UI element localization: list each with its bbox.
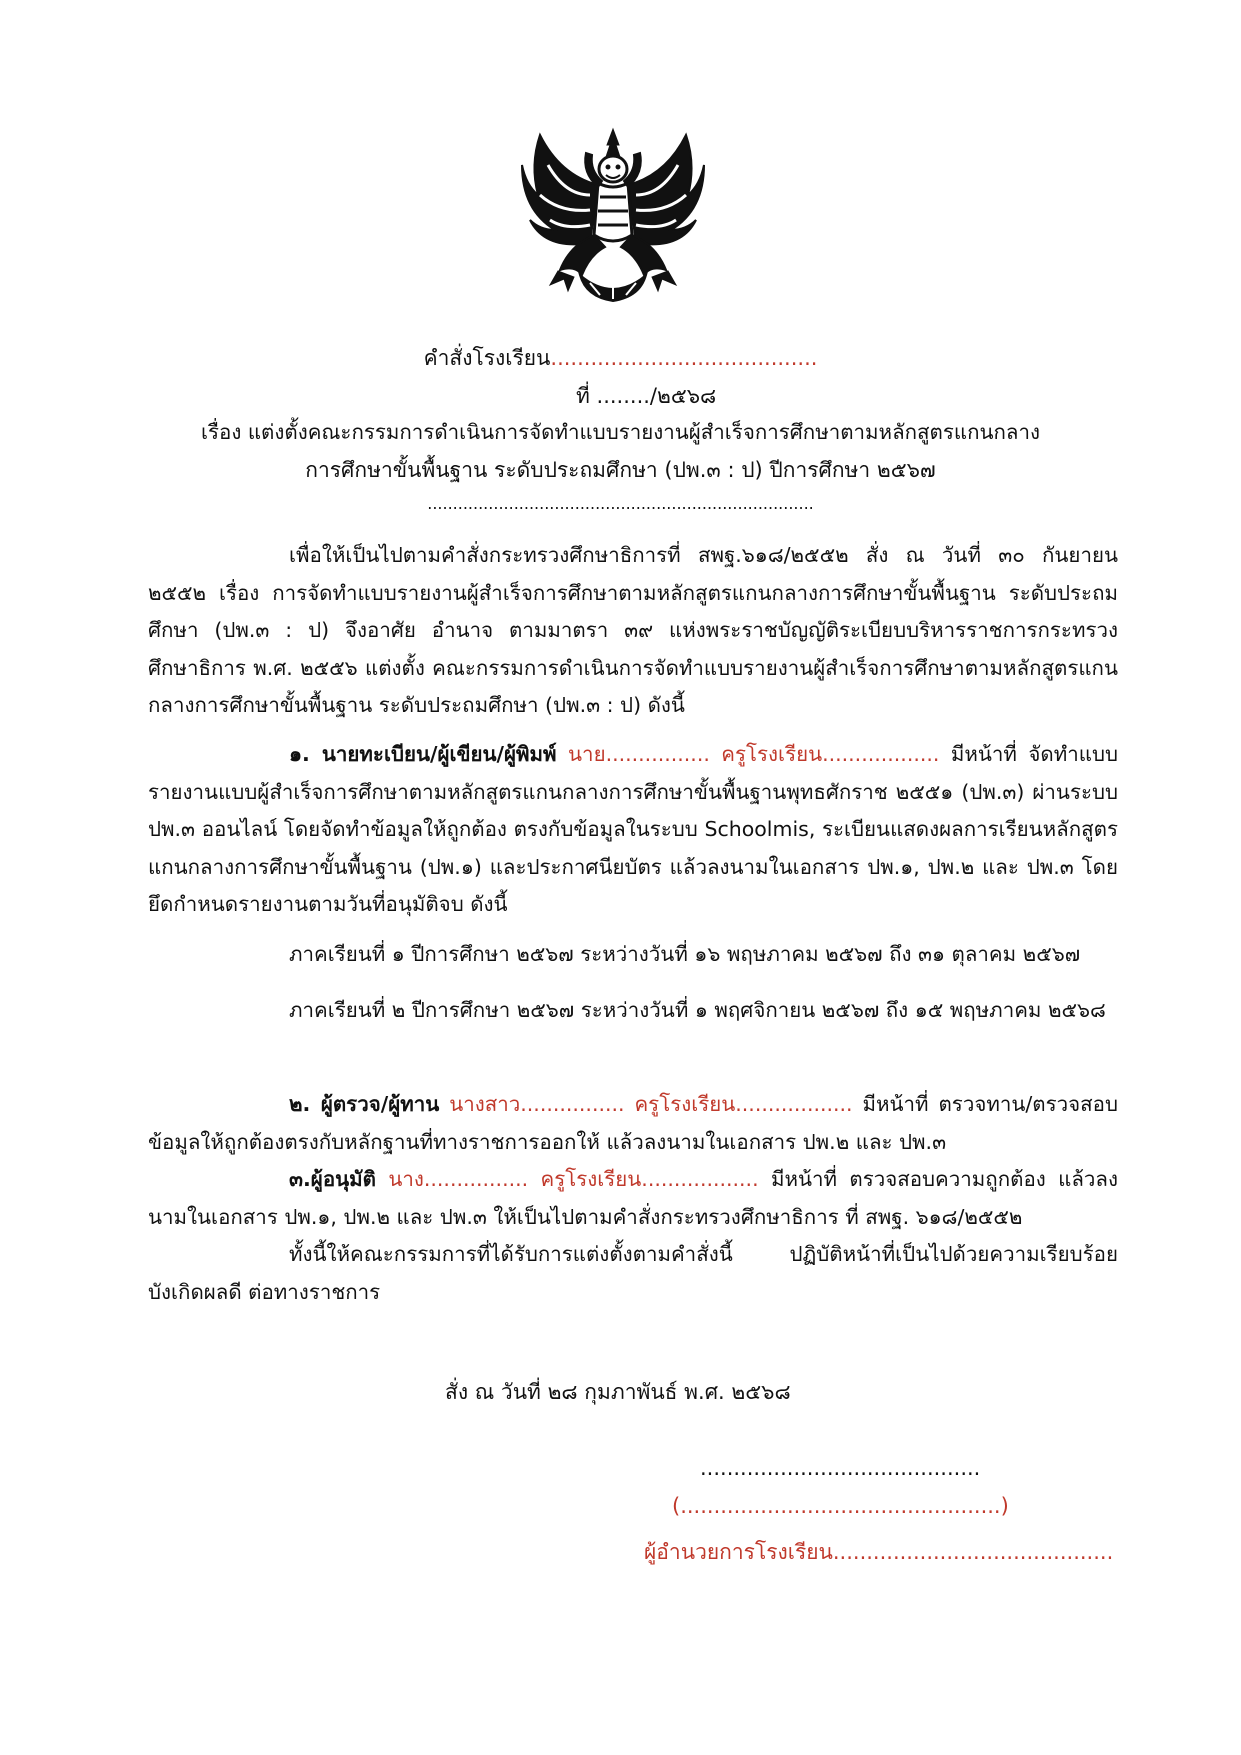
item-3-duty: มีหน้าที่ ตรวจสอบความถูกต้อง แล้วลงนามในเอกสาร ปพ.๑, ปพ.๒ และ ปพ.๓ ให้เป็นไปตามคำสั่งกระทรวงศึกษาธิการ ที่ สพฐ. ๖๑๘/๒๕๕๒ (148, 1167, 1118, 1229)
separator-dots: ............................................................................ (427, 494, 814, 513)
item-3-paragraph (148, 1161, 1118, 1236)
item-2-role: ๒. ผู้ตรวจ/ผู้ทาน (289, 1092, 440, 1116)
signatory-name-blank: (................................................) (672, 1494, 1009, 1518)
item-2-name: นางสาว................ ครูโรงเรียน.................. (449, 1092, 853, 1116)
order-date: สั่ง ณ วันที่ ๒๘ กุมภาพันธ์ พ.ศ. ๒๕๖๘ (445, 1380, 791, 1404)
signature-line: .......................................... (700, 1456, 981, 1480)
intro-paragraph: เพื่อให้เป็นไปตามคำสั่งกระทรวงศึกษาธิการที่ สพฐ.๖๑๘/๒๕๕๒ สั่ง ณ วันที่ ๓๐ กันยายน ๒๕๕๒ เรื่อง การจัดทำแบบรายงานผู้สำเร็จการศึกษาตามหลักสูตรแกนกลางการศึกษาขั้นพื้นฐาน ระดับประถมศึกษา (ปพ.๓ : ป) จึงอาศัย อำนาจ ตามมาตรา ๓๙ แห่งพระราชบัญญัติระเบียบบริหารราชการกระทรวงศึกษาธิการ พ.ศ. ๒๕๕๖ แต่งตั้ง คณะกรรมการดำเนินการจัดทำแบบรายงานผู้สำเร็จการศึกษาตามหลักสูตรแกนกลางการศึกษาขั้นพื้นฐาน ระดับประถมศึกษา (ปพ.๓ : ป) ดังนี้ (148, 543, 1118, 717)
item-1-duty: มีหน้าที่ จัดทำแบบรายงานแบบผู้สำเร็จการศึกษาตามหลักสูตรแกนกลางการศึกษาขั้นพื้นฐานพุทธศักราช ๒๕๕๑ (ปพ.๓) ผ่านระบบ ปพ.๓ ออนไลน์ โดยจัดทำข้อมูลให้ถูกต้อง ตรงกับข้อมูลในระบบ Schoolmis, ระเบียนแสดงผลการเรียนหลักสูตรแกนกลางการศึกษาขั้นพื้นฐาน (ปพ.๑) และประกาศนียบัตร แล้วลงนามในเอกสาร ปพ.๑, ปพ.๒ และ ปพ.๓ โดยยึดกำหนดรายงานตามวันที่อนุมัติจบ ดังนี้ (148, 742, 1118, 916)
garuda-emblem-icon (520, 125, 706, 303)
item-2-paragraph (148, 1086, 1118, 1161)
school-name-blank: ........................................ (550, 346, 818, 370)
signatory-title: ผู้อำนวยการโรงเรียน.......................................... (644, 1540, 1114, 1564)
item-3-role: ๓.ผู้อนุมัติ (289, 1167, 376, 1191)
order-heading (0, 342, 1241, 375)
item-1-paragraph (148, 736, 1118, 924)
semester-2-line: ภาคเรียนที่ ๒ ปีการศึกษา ๒๕๖๗ ระหว่างวันที่ ๑ พฤศจิกายน ๒๕๖๗ ถึง ๑๕ พฤษภาคม ๒๕๖๘ (289, 998, 1106, 1022)
school-order-label: คำสั่งโรงเรียน (423, 346, 551, 370)
item-1-role: ๑. นายทะเบียน/ผู้เขียน/ผู้พิมพ์ (289, 742, 557, 766)
semester-1-line: ภาคเรียนที่ ๑ ปีการศึกษา ๒๕๖๗ ระหว่างวันที่ ๑๖ พฤษภาคม ๒๕๖๗ ถึง ๓๑ ตุลาคม ๒๕๖๗ (289, 942, 1081, 966)
order-number: ที่ ......../๒๕๖๘ (576, 384, 717, 408)
item-1-name: นาย................ ครูโรงเรียน.................. (568, 742, 940, 766)
subject-line-2: การศึกษาขั้นพื้นฐาน ระดับประถมศึกษา (ปพ.๓ : ป) ปีการศึกษา ๒๕๖๗ (305, 458, 936, 482)
closing-paragraph: ทั้งนี้ให้คณะกรรมการที่ได้รับการแต่งตั้งตามคำสั่งนี้ ปฏิบัติหน้าที่เป็นไปด้วยความเรียบร้อย บังเกิดผลดี ต่อทางราชการ (148, 1242, 1118, 1304)
subject-line-1: เรื่อง แต่งตั้งคณะกรรมการดำเนินการจัดทำแบบรายงานผู้สำเร็จการศึกษาตามหลักสูตรแกนกลาง (200, 420, 1041, 444)
item-2-duty: มีหน้าที่ ตรวจทาน/ตรวจสอบข้อมูลให้ถูกต้องตรงกับหลักฐานที่ทางราชการออกให้ แล้วลงนามในเอกสาร ปพ.๒ และ ปพ.๓ (148, 1092, 1118, 1154)
item-3-name: นาง................ ครูโรงเรียน.................. (388, 1167, 759, 1191)
